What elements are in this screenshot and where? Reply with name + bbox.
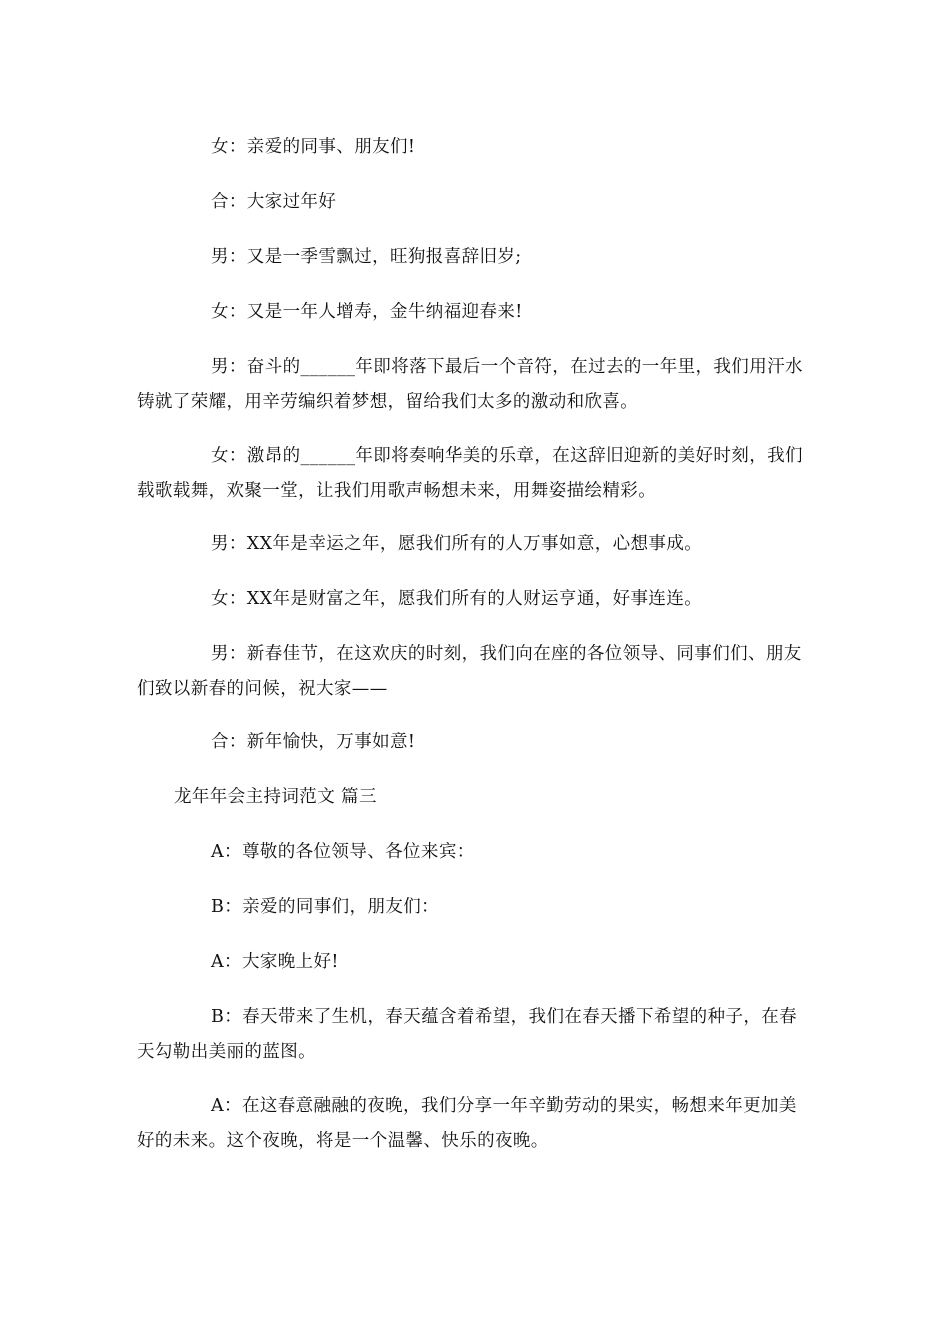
paragraph-13: B：亲爱的同事们，朋友们： xyxy=(211,897,440,917)
paragraph-15: B：春天带来了生机，春天蕴含着希望，我们在春天播下希望的种子，在春天勾勒出美丽的蓝图。 xyxy=(137,1007,798,1062)
paragraph-9: 男：新春佳节，在这欢庆的时刻，我们向在座的各位领导、同事们们、朋友们致以新春的问候，祝大家—— xyxy=(137,644,802,699)
paragraph-6: 女：激昂的______年即将奏响华美的乐章，在这辞旧迎新的美好时刻，我们载歌载舞，欢聚一堂，让我们用歌声畅想未来，用舞姿描绘精彩。 xyxy=(137,446,803,501)
paragraph-8: 女：XX年是财富之年，愿我们所有的人财运亨通，好事连连。 xyxy=(211,589,703,609)
paragraph-16: A：在这春意融融的夜晚，我们分享一年辛勤劳动的果实，畅想来年更加美好的未来。这个夜晚，将是一个温馨、快乐的夜晚。 xyxy=(137,1096,797,1151)
paragraph-10: 合：新年愉快，万事如意! xyxy=(211,732,416,752)
paragraph-12: A：尊敬的各位领导、各位来宾： xyxy=(211,842,475,862)
paragraph-4: 女：又是一年人增寿，金牛纳福迎春来! xyxy=(211,302,523,322)
paragraph-3: 男：又是一季雪飘过，旺狗报喜辞旧岁; xyxy=(211,247,522,267)
section-heading: 龙年年会主持词范文 篇三 xyxy=(174,787,377,807)
paragraph-7: 男：XX年是幸运之年，愿我们所有的人万事如意，心想事成。 xyxy=(211,534,703,554)
paragraph-14: A：大家晚上好! xyxy=(211,952,339,972)
paragraph-2: 合：大家过年好 xyxy=(211,192,337,212)
paragraph-5: 男：奋斗的______年即将落下最后一个音符，在过去的一年里，我们用汗水铸就了荣耀，用辛劳编织着梦想，留给我们太多的激动和欣喜。 xyxy=(137,357,803,412)
paragraph-1: 女：亲爱的同事、朋友们! xyxy=(211,137,416,157)
